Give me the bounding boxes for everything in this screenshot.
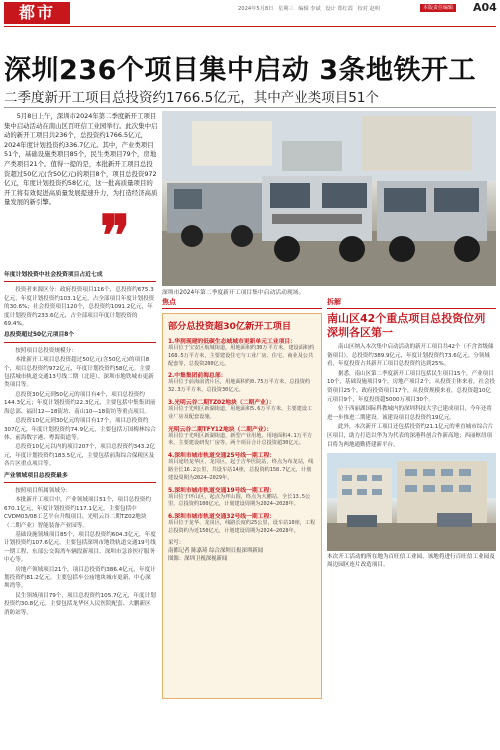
focus-label: 焦点 bbox=[162, 297, 322, 309]
lead-paragraph: 5月8日上午，深圳市2024年第二季度新开工项目集中启动活动在南山区百旺信工业园举行。此次集中启动的新开工项目共236个，总投资约1766.5亿元，2024年度计划投资约336.7亿元。其中，产业类项目51个，基础设施类项目85个，民生类项目79个，房地产类项目21个。值得一提的是，本批新开工项目总投资超过50亿元(含50亿元)的项目8个，项目总投资972亿元，年度计划投资约58亿元，这一批高质量项目的开工将有效促进高质量发展提速升力，为打造经济高质量发展的新引擎。 bbox=[4, 112, 158, 207]
project-title: 5.深圳市城市轨道交通19号线一期工程： bbox=[168, 487, 276, 494]
photo-caption: 深圳市2024年第二季度新开工项目集中启动活动现场。 bbox=[162, 290, 305, 296]
project-body: 项目位于光明区新湖街道，用地面积5.6万平方米，主要建设工业厂房及配套设施。 bbox=[168, 405, 313, 420]
paragraph: 总投资10亿元以内的项目207个，项目总投资约343.2亿元，年度计划投资约183.5亿元，主要包括前海综合保税区及各片区重点项目等。 bbox=[4, 444, 156, 468]
project-item bbox=[168, 397, 316, 422]
left-column bbox=[4, 268, 156, 618]
paragraph: 本批新开工项目中，产业领域项目51个，项目总投资约670.1亿元，年度计划投资约117.1亿元。主要包括中CVDM03/08工艺平台升级项目、光明云谷二期TZ02地块（二期产业）智能装备产业园等。 bbox=[4, 497, 151, 529]
subheadline: 二季度新开工项目总投资约1766.5亿元，其中产业类项目51个 bbox=[4, 90, 379, 106]
park-caption: 本次开工活动的所在地为百旺信工业园，该地将进行百旺信工业园及周边园区连片改造项目。 bbox=[327, 554, 495, 569]
headline: 深圳236个项目集中启动 3条地铁开工 bbox=[4, 55, 477, 86]
projects-box bbox=[162, 313, 322, 699]
page-number: A04 bbox=[473, 1, 497, 14]
project-title: 光明云谷二期TFY12地块（二期产业）： bbox=[168, 426, 273, 433]
industrial-park-photo bbox=[327, 453, 496, 551]
top-rule bbox=[4, 26, 496, 27]
project-body: 项目位于光明区新湖街道，新型产业用地，用地面积4.1万平方米，主要建设研发厂房等。两个项目合计总投资超30亿元。 bbox=[168, 432, 313, 447]
analysis-body bbox=[327, 343, 496, 449]
analysis-title: 南山区42个重点项目总投资位列深圳各区第一 bbox=[327, 312, 486, 339]
project-body: 项目位于龙华、龙岗区，线路长度约25公里，设车站10座，工程总投资约为近150亿元，计划建设周期为2024—2028年。 bbox=[168, 520, 316, 534]
analysis-label: 拆解 bbox=[327, 297, 496, 309]
paragraph: 位于西丽湖国际科教城内的深圳科技大学已建成项目，今年还将进一步推进二期建设。该建设项目总投资约19亿元。 bbox=[327, 406, 493, 421]
paragraph: 基础设施领域项目85个，项目总投资约604.3亿元，年度计划投资约107.6亿元。主要包括深圳市地铁轨道交通19号线一期工程、东部公交海湾车辆段新项目、深圳市急诊医疗服务中心等。 bbox=[4, 531, 156, 564]
issue-info bbox=[238, 5, 383, 12]
focus-column bbox=[162, 297, 322, 699]
masthead bbox=[0, 0, 500, 26]
project-title: 2.中集集团前海总部： bbox=[168, 373, 227, 380]
building-illustration bbox=[327, 453, 496, 551]
paragraph: 本批新开工项目总投资超过50亿元(含50亿元)的项目8个，项目总投资约972亿元，年度计划投资约58亿元。主要包括城市轨道交通13号线二期（北延）、深圳市地铁城市更新类项目等。 bbox=[4, 357, 154, 389]
paragraph: 据悉，南山区第二季度新开工项目包括民生项目15个，产业项目10个，基础设施项目9个，房地产项目2个，从投资主体来看，社会投资项目25个，政府投资项目17个，从投资规模来看，总投资超10亿元项目9个，年度投资超5000万项目30个。 bbox=[327, 370, 495, 403]
paragraph: 按照项目总投资规模分： bbox=[15, 347, 77, 354]
project-item bbox=[168, 511, 316, 536]
trucks-illustration bbox=[162, 111, 496, 286]
paragraph: 民生领域项目79个，项目总投资约105.7亿元，年度计划投资约30.8亿元。主要包括龙华区人民医院配套、大鹏新区消防站等。 bbox=[4, 592, 156, 616]
project-body: 项目途经龙华区、龙岗区，起于吉华医院站，终点为布龙站，线路全长16.2公里，共设车站14座，总投资约158.7亿元，计划建设周期为2024—2029年。 bbox=[168, 459, 314, 481]
project-title: 6.深圳市城市轨道交通32号线一期工程： bbox=[168, 514, 276, 521]
analysis-column bbox=[327, 297, 496, 569]
project-title: 1.华润现建的低碳生态城城市更新单元工业项目： bbox=[168, 339, 296, 345]
section-title-scale: 总投资超过50亿元项目8个 bbox=[4, 331, 156, 342]
paragraph: 南山区纳入本次集中启动活动的新开工项目共42个（不含省级储备项目）。总投资约389.9亿元，年度计划投资约73.6亿元。分领域看，年度投资占其新开工项目总投资约达到25%。 bbox=[327, 344, 494, 368]
paragraph: 按照项目所属领域分： bbox=[15, 487, 72, 494]
project-item bbox=[168, 450, 316, 482]
issue-designer: 设计 郑红霞 bbox=[325, 6, 353, 12]
main-photo bbox=[162, 111, 496, 286]
project-item bbox=[168, 424, 316, 449]
credit-line: 图源：深圳卫视深视新闻 bbox=[168, 555, 228, 562]
project-title: 4.深圳市城市轨道交通25号线一期工程： bbox=[168, 453, 276, 460]
projects-box-title: 部分总投资超30亿新开工项目 bbox=[168, 321, 292, 332]
section-tag: 都市 bbox=[4, 2, 70, 24]
project-item bbox=[168, 336, 316, 368]
paragraph: 房地产领域项目21个，项目总投资约386.4亿元，年度计划投资约81.2亿元。主要包括车公庙地块城市更新、中心深圳湾等。 bbox=[4, 566, 156, 590]
issue-date: 2024年5月8日 bbox=[238, 6, 274, 12]
credit-line: 采写： bbox=[168, 539, 185, 546]
paragraph: 此外，本次新开工项目还包括投资约21.1亿元的垂直城市综合片区项目，助力打造以华为为代表的深港科创合作新高地；西丽枢纽项目将为两地通勤搭建新平台。 bbox=[327, 424, 494, 448]
paragraph: 总投资30亿元到50亿元的项目有4个，项目总投资约144.3亿元；年度计划投资约22.3亿元，主要包括中集集团前海总部、福田12—18街坊、南山10—18街坊等重点项目。 bbox=[4, 391, 156, 415]
editor-badge: 本版责任编辑 bbox=[420, 4, 456, 12]
subhead-rule bbox=[4, 107, 496, 108]
section-title-sector: 产业领域项目总投资最多 bbox=[4, 472, 156, 483]
credits bbox=[168, 539, 316, 563]
project-body: 项目位于前海前湾片区，用地面积约0.75万平方米，总投资约32.3万平方米，总投资30亿元。 bbox=[168, 379, 311, 394]
issue-proofreader: 校对 赵明 bbox=[357, 6, 380, 12]
paragraph: 总投资10亿元到30亿元的项目有17个，项目总投资约307亿元，年度计划投资约74.9亿元，主要包括万国梅林综合体、前海数字港、粤海街道等。 bbox=[4, 418, 156, 441]
paragraph: 投资者来源区分：政府投资项目116个，总投资约675.3亿元，年度计划投资约103.1亿元，占全部项目年度计划投资的30.6%；社会投资项目120个，总投资约1091.2亿元，年度计划投资约233.6亿元，占全部项目年度计划投资的69.4%。 bbox=[4, 287, 155, 328]
issue-weekday: 星期三 bbox=[278, 6, 294, 12]
project-item bbox=[168, 485, 316, 510]
project-title: 3.光明云谷二期TZ02地块（二期产业）： bbox=[168, 399, 275, 406]
section-title-investment-source: 年度计划投资中社会投资项目占近七成 bbox=[4, 271, 156, 282]
credit-line: 南都记者 陈嘉琦 综合深圳日报深圳新闻 bbox=[168, 547, 264, 554]
issue-editor: 编辑 李斌 bbox=[298, 6, 321, 12]
project-item bbox=[168, 370, 316, 395]
project-body: 项目位于宝安区航城街道，用地面积约30万平方米，建设面积约168.5万平方米，主要建设住宅与工业厂房、住宅、商业及公共配套等，总投资200亿元。 bbox=[168, 345, 315, 367]
project-body: 项目位于坪山区，起点为坪山围，终点为大鹏站，全长13.5公里，总投资约100亿元，计划建设周期为2024—2028年。 bbox=[168, 493, 311, 508]
quote-mark-icon: ❞ bbox=[100, 203, 131, 269]
